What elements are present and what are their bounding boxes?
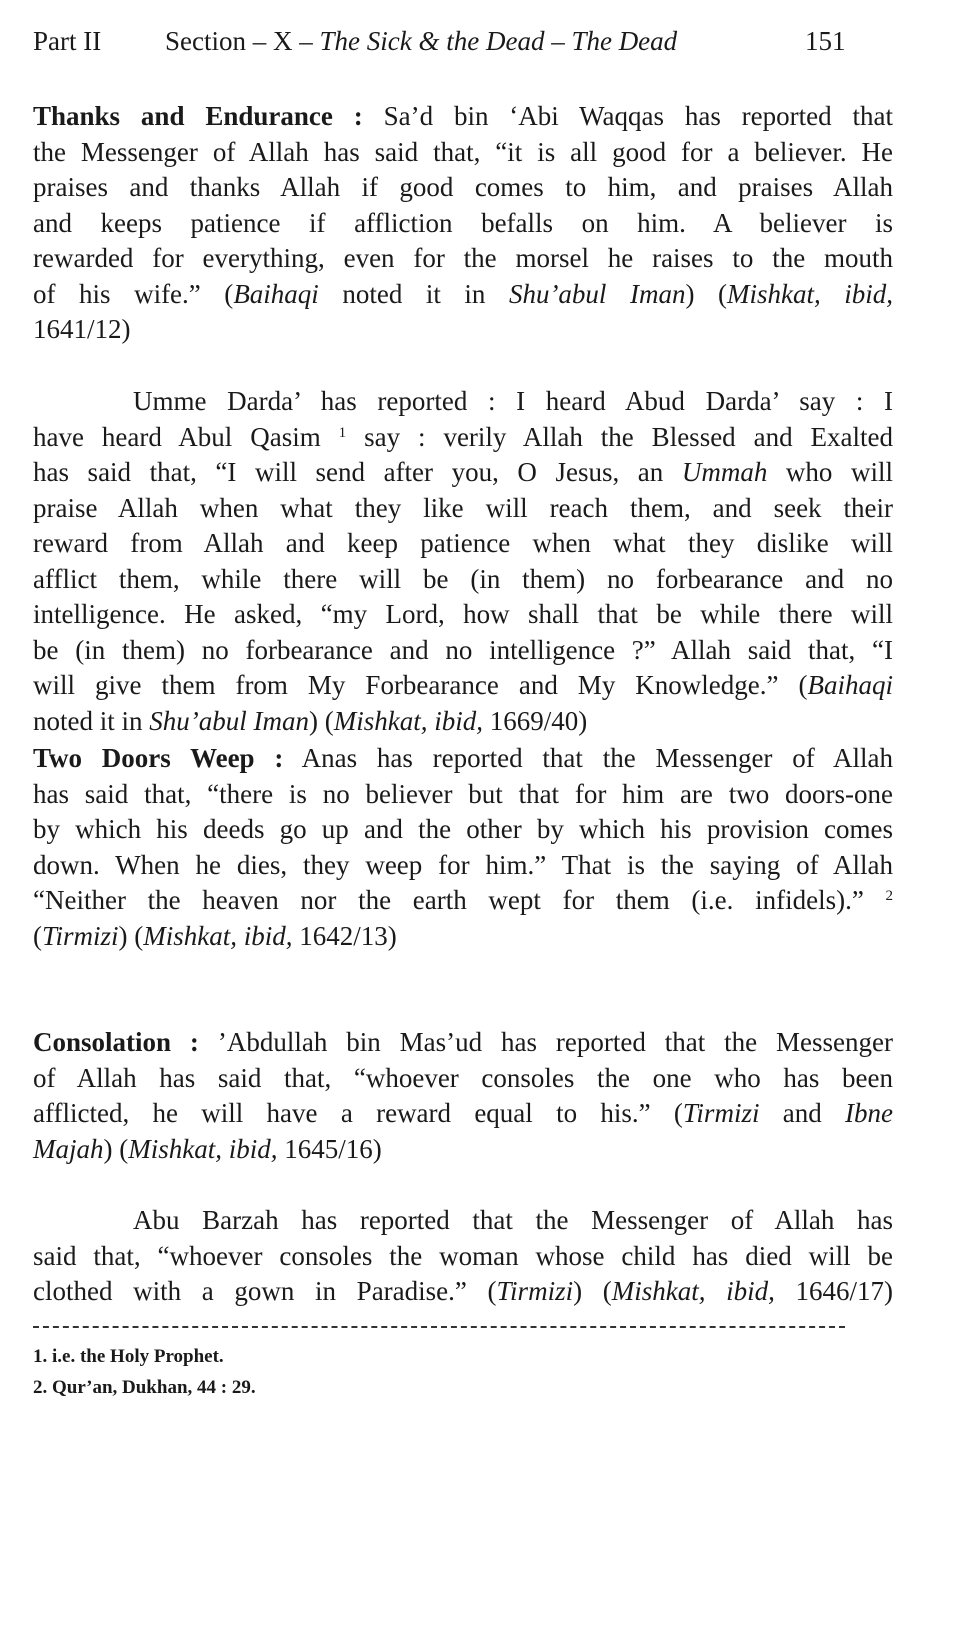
text-segment: who will [767, 457, 893, 487]
text-segment: has said that, “I will send after you, O Jesus, an [33, 457, 682, 487]
text-segment: the Messenger of Allah has said that, “it is all good for a believer. He [33, 136, 893, 167]
text-segment: reward from Allah and keep patience when what they dislike will [33, 528, 893, 558]
text-line [33, 170, 893, 204]
text-line [33, 1025, 893, 1059]
text-segment: Abu Barzah has reported that the Messenger of Allah has [133, 1205, 893, 1235]
text-segment: clothed with a gown in Paradise.” ( [33, 1276, 497, 1306]
text-segment: of Allah has said that, “whoever consoles the one who has been [33, 1062, 893, 1093]
text-line [33, 633, 893, 667]
text-segment: noted it in [318, 278, 509, 309]
text-segment: ) ( [573, 1276, 612, 1306]
text-segment: Mishkat, ibid, [128, 1133, 278, 1164]
text-segment: Tirmizi [682, 1098, 760, 1128]
text-segment: afflict them, while there will be (in them) no forbearance and no [33, 563, 893, 594]
text-segment: 1645/16) [277, 1133, 382, 1164]
text-segment: 1669/40) [482, 705, 588, 736]
text-line [33, 668, 893, 702]
text-segment: ) ( [118, 920, 144, 951]
text-segment: Sa’d bin ‘Abi Waqqas has reported that [362, 101, 893, 131]
text-line [33, 1239, 893, 1273]
text-segment: Ummah [681, 457, 768, 487]
text-line [33, 562, 893, 596]
text-segment: down. When he dies, they weep for him.” That is the saying of Allah [33, 849, 893, 880]
text-line [33, 1132, 893, 1166]
text-line [33, 312, 893, 346]
text-segment: has said that, “there is no believer but that for him are two doors-one [33, 778, 893, 809]
text-line [33, 1061, 893, 1095]
section-label: Section – X – [165, 26, 320, 56]
text-segment: Majah [33, 1133, 104, 1164]
text-segment: Baihaqi [233, 278, 319, 309]
text-segment: Consolation : [33, 1027, 199, 1057]
text-segment: say : verily Allah the Blessed and Exalted [346, 421, 893, 452]
text-segment: Baihaqi [807, 670, 893, 700]
text-line [33, 455, 893, 489]
text-segment: rewarded for everything, even for the morsel he raises to the mouth [33, 243, 893, 273]
text-segment: Ibne [845, 1098, 894, 1128]
text-segment: Tirmizi [496, 1276, 574, 1306]
text-segment: 1642/13) [292, 920, 397, 951]
text-segment: Mishkat, ibid, [143, 920, 293, 951]
text-segment: “Neither the heaven nor the earth wept for them (i.e. infidels).” [33, 885, 886, 915]
text-segment: Thanks and Endurance : [33, 101, 363, 131]
footnote-ref: 1 [338, 424, 347, 441]
text-segment: 1641/12) [33, 314, 131, 344]
text-segment: ) ( [103, 1133, 129, 1164]
text-line [33, 741, 893, 775]
footnote-1: 1. i.e. the Holy Prophet. [33, 1346, 224, 1367]
text-line [33, 704, 893, 738]
text-line [33, 99, 893, 133]
part-label: Part II [33, 26, 102, 56]
footnote-divider [33, 1326, 845, 1328]
text-segment: intelligence. He asked, “my Lord, how shall that be while there will [33, 599, 893, 629]
text-segment: ) ( [685, 278, 727, 309]
section-title: The Sick & the Dead – The Dead [319, 26, 678, 56]
text-line [33, 526, 893, 560]
text-segment: praise Allah when what they like will reach them, and seek their [33, 492, 893, 523]
text-segment: Mishkat, ibid, [333, 705, 483, 736]
text-segment: by which his deeds go up and the other by which his provision comes [33, 814, 893, 844]
text-segment: afflicted, he will have a reward equal to his.” ( [33, 1098, 683, 1128]
text-segment: praises and thanks Allah if good comes to him, and praises Allah [33, 172, 893, 202]
text-segment: said that, “whoever consoles the woman whose child has died will be [33, 1240, 893, 1271]
text-segment: Tirmizi [42, 920, 119, 951]
text-line [33, 420, 893, 454]
text-line [33, 883, 893, 917]
text-segment: Umme Darda’ has reported : I heard Abud Darda’ say : I [133, 386, 893, 416]
text-segment: Mishkat, ibid, [611, 1276, 775, 1306]
text-line [33, 241, 893, 275]
text-line [33, 277, 893, 311]
text-segment: will give them from My Forbearance and My Knowledge.” ( [33, 670, 808, 700]
section-heading [165, 26, 677, 57]
text-segment: be (in them) no forbearance and no intelligence ?” Allah said that, “I [33, 634, 893, 665]
text-segment: and [759, 1098, 846, 1128]
text-segment: noted it in [33, 705, 150, 736]
text-segment: ’Abdullah bin Mas’ud has reported that the Messenger [198, 1027, 893, 1057]
text-line [33, 1096, 893, 1130]
text-segment: and keeps patience if affliction befalls on him. A believer is [33, 207, 893, 238]
text-line [33, 777, 893, 811]
text-segment: Mishkat, ibid, [726, 278, 893, 309]
footnote-2: 2. Qur’an, Dukhan, 44 : 29. [33, 1377, 256, 1398]
text-line [33, 491, 893, 525]
text-line [133, 1203, 893, 1237]
text-segment: Shu’abul Iman [508, 278, 686, 309]
text-segment: Anas has reported that the Messenger of Allah [283, 743, 893, 773]
text-line [33, 848, 893, 882]
text-segment: 1646/17) [774, 1276, 893, 1306]
text-line [33, 919, 893, 953]
text-segment: have heard Abul Qasim [33, 421, 339, 452]
text-segment: ( [33, 920, 42, 951]
text-line [33, 812, 893, 846]
text-line [33, 597, 893, 631]
text-line [33, 135, 893, 169]
text-segment: Two Doors Weep : [33, 743, 284, 773]
text-segment: Shu’abul Iman [149, 705, 309, 736]
footnote-ref: 2 [885, 888, 893, 904]
text-line [133, 384, 893, 418]
text-line [33, 206, 893, 240]
text-segment: ) ( [308, 705, 334, 736]
text-line [33, 1274, 893, 1308]
page-number: 151 [805, 26, 846, 56]
text-segment: of his wife.” ( [33, 278, 234, 309]
